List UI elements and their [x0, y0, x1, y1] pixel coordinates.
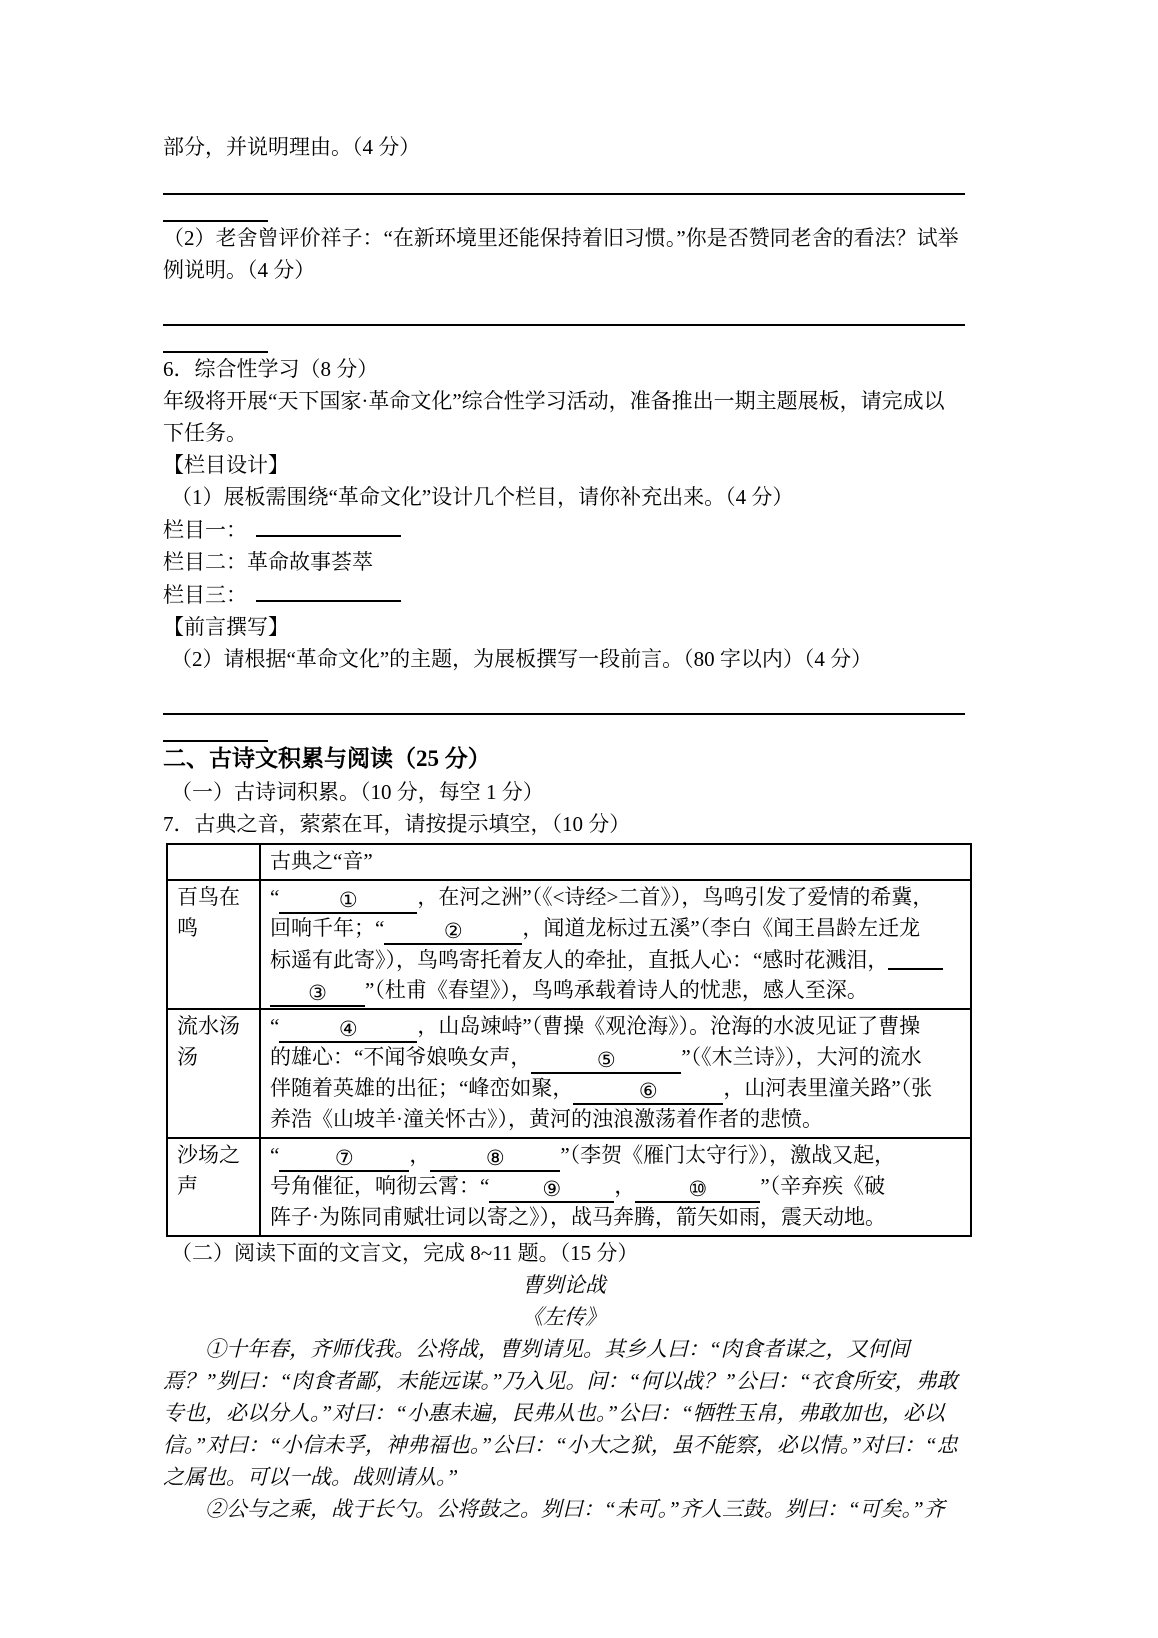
- table-header-cell: 古典之“音”: [260, 844, 971, 880]
- section2-heading: 二、古诗文积累与阅读（25 分）: [163, 746, 491, 771]
- row-label: 流水汤汤: [167, 1009, 260, 1138]
- table-row: [167, 880, 971, 1009]
- cell-line: “ ④ ，山岛竦峙”（曹操《观沧海》）。沧海的水波见证了曹操: [270, 1014, 921, 1041]
- subsection2-heading: （二）阅读下面的文言文，完成 8~11 题。（15 分）: [171, 1241, 639, 1265]
- cell-line: 标遥有此寄》），鸟鸣寄托着友人的牵扯，直抵人心：“感时花溅泪，: [270, 944, 961, 975]
- q6-title: 6．综合性学习（8 分）: [163, 357, 379, 381]
- poetry-table-body: [167, 844, 971, 1236]
- subsection1-heading: （一）古诗词积累。（10 分，每空 1 分）: [171, 780, 544, 804]
- cell-line: 号角催征，响彻云霄：“ ⑨ ， ⑩ ”（辛弃疾《破: [270, 1174, 886, 1201]
- cell-line: “ ① ，在河之洲”（《<诗经>二首》），鸟鸣引发了爱情的希冀，: [270, 885, 934, 912]
- row-content: [260, 1009, 971, 1138]
- q5-stem-tail: 部分，并说明理由。（4 分）: [163, 135, 421, 159]
- answer-line-short: [163, 326, 268, 353]
- cell-line: ③ ”（杜甫《春望》），鸟鸣承载着诗人的忧悲，感人至深。: [270, 975, 961, 1006]
- q6-task2: （2）请根据“革命文化”的主题，为展板撰写一段前言。（80 字以内）（4 分）: [171, 647, 873, 671]
- fill-blank: ②: [384, 919, 522, 945]
- column2-row: 栏目二：革命故事荟萃: [163, 550, 373, 574]
- fill-blank: ⑤: [531, 1048, 681, 1074]
- poetry-fill-table: [166, 843, 972, 1237]
- fill-blank: [888, 944, 943, 970]
- fill-blank: ⑥: [573, 1079, 723, 1105]
- q7-instruction: 7．古典之音，萦萦在耳，请按提示填空，（10 分）: [163, 812, 631, 836]
- column1-blank: [256, 513, 401, 537]
- q5-part2-question: （2）老舍曾评价祥子：“在新环境里还能保持着旧习惯。”你是否赞同老舍的看法？试举例说明。（4 分）: [163, 226, 959, 282]
- table-row: [167, 1009, 971, 1138]
- page-content: [163, 131, 965, 1525]
- answer-line-long: [163, 683, 965, 715]
- cell-line: 伴随着英雄的出征；“峰峦如聚， ⑥ ，山河表里潼关路”（张: [270, 1076, 933, 1103]
- fill-blank: ⑨: [489, 1177, 614, 1203]
- spacer: [163, 675, 965, 683]
- row-label: 百鸟在鸣: [167, 880, 260, 1009]
- spacer: [163, 286, 965, 294]
- cell-line: 阵子·为陈同甫赋壮词以寄之》），战马奔腾，箭矢如雨，震天动地。: [270, 1205, 886, 1229]
- cell-line: 养浩《山坡羊·潼关怀古》），黄河的浊浪激荡着作者的悲愤。: [270, 1107, 823, 1131]
- row-content: [260, 880, 971, 1009]
- answer-line-short: [163, 195, 268, 222]
- q6-intro: 年级将开展“天下国家·革命文化”综合性学习活动，准备推出一期主题展板，请完成以下任务。: [163, 389, 945, 445]
- column3-row: [163, 578, 965, 611]
- column1-label: 栏目一：: [163, 518, 247, 542]
- fill-blank: ⑧: [430, 1146, 560, 1172]
- row-label: 沙场之声: [167, 1138, 260, 1236]
- fill-blank: ⑩: [635, 1177, 760, 1203]
- passage-source: 《左传》: [522, 1305, 606, 1329]
- row-content: [260, 1138, 971, 1236]
- answer-line-long: [163, 163, 965, 195]
- fill-blank: ④: [279, 1017, 417, 1043]
- cell-line: “ ⑦ ， ⑧ ”（李贺《雁门太守行》），激战又起，: [270, 1143, 896, 1170]
- banner-design-label: 【栏目设计】: [163, 453, 289, 477]
- fill-blank: ⑦: [279, 1146, 409, 1172]
- answer-line-long: [163, 294, 965, 326]
- cell-line: 的雄心：“不闻爷娘唤女声， ⑤ ”（《木兰诗》），大河的流水: [270, 1045, 922, 1072]
- table-header-empty-cell: [167, 844, 260, 880]
- table-header-row: [167, 844, 971, 880]
- column3-blank: [256, 578, 401, 602]
- table-row: [167, 1138, 971, 1236]
- cell-line: 回响千年；“ ② ，闻道龙标过五溪”（李白《闻王昌龄左迁龙: [270, 916, 921, 943]
- fill-blank: ①: [279, 888, 417, 914]
- column1-row: [163, 513, 965, 546]
- passage-title: 曹刿论战: [522, 1273, 606, 1297]
- fill-blank: ③: [270, 981, 365, 1007]
- q6-task1: （1）展板需围绕“革命文化”设计几个栏目，请你补充出来。（4 分）: [171, 485, 794, 509]
- answer-line-short: [163, 715, 268, 742]
- column3-label: 栏目三：: [163, 583, 247, 607]
- passage-paragraph-2: ②公与之乘，战于长勺。公将鼓之。刿曰：“未可。”齐人三鼓。刿曰：“可矣。”齐: [205, 1497, 945, 1521]
- preface-label: 【前言撰写】: [163, 615, 289, 639]
- passage-paragraph-1: ①十年春，齐师伐我。公将战，曹刿请见。其乡人曰：“肉食者谋之，又何间焉？”刿曰：“肉食者鄙，未能远谋。”乃入见。问：“何以战？”公曰：“衣食所安，弗敢专也，必以分人。”对曰：“小惠未遍，民弗从也。”公曰：“牺牲玉帛，弗敢加也，必以信。”对曰：“小信未孚，神弗福也。”公曰：“小大之狱，虽不能察，必以情。”对曰：“忠之属也。可以一战。战则请从。”: [163, 1337, 958, 1489]
